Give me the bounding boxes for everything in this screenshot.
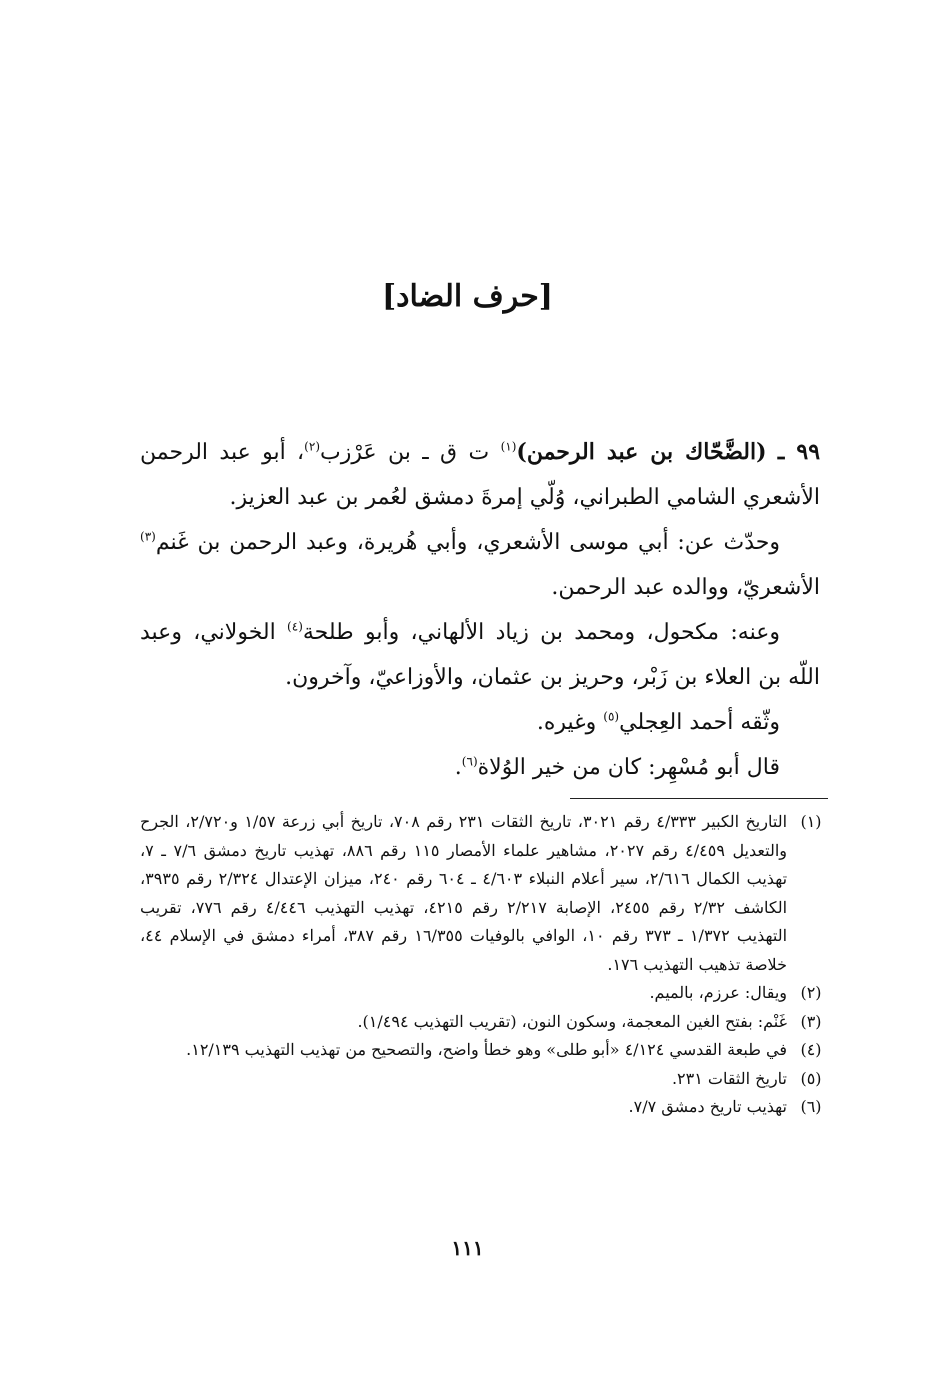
entry-grading xyxy=(140,700,820,745)
section-title: [حرف الضاد] xyxy=(381,279,554,314)
footnote-text: ويقال: عرزم، بالميم. xyxy=(649,983,787,1002)
footnote-ref-1[interactable]: (١) xyxy=(500,439,517,454)
grading-text: وثّقه أحمد العِجلي xyxy=(619,710,780,735)
entry-teachers xyxy=(140,520,820,610)
entry-number: ٩٩ ـ xyxy=(777,439,821,465)
entry-intro xyxy=(140,430,820,520)
footnote-5 xyxy=(140,1065,835,1094)
footnote-text: تهذيب تاريخ دمشق ٧/٧. xyxy=(628,1097,787,1116)
page-number: ١١١ xyxy=(451,1236,484,1260)
footnote-number: (٦) xyxy=(800,1097,822,1116)
footnote-number: (١) xyxy=(800,812,822,831)
footnote-ref-4[interactable]: (٤) xyxy=(287,619,303,634)
footnote-2 xyxy=(140,979,835,1008)
biography-entry xyxy=(140,430,820,790)
footnote-number: (٤) xyxy=(800,1040,822,1059)
footnote-text: غَنْم: بفتح الغين المعجمة، وسكون النون، (تقريب التهذيب ١/٤٩٤). xyxy=(357,1011,787,1031)
footnotes xyxy=(140,808,835,1122)
teachers-text-end: الأشعريّ، ووالده عبد الرحمن. xyxy=(551,575,820,600)
footnote-number: (٣) xyxy=(800,1011,822,1031)
footnote-number: (٥) xyxy=(800,1068,822,1088)
footnote-6 xyxy=(140,1093,835,1122)
quote-text-end: . xyxy=(454,755,462,780)
footnote-ref-3[interactable]: (٣) xyxy=(140,529,156,544)
entry-quote xyxy=(140,745,820,790)
footnote-number: (٢) xyxy=(800,983,822,1002)
grading-text-end: وغيره. xyxy=(536,710,604,735)
footnote-3 xyxy=(140,1008,835,1037)
footnote-1 xyxy=(140,808,835,979)
footnote-ref-6[interactable]: (٦) xyxy=(461,754,478,769)
footnote-divider xyxy=(570,798,828,799)
footnote-ref-2[interactable]: (٢) xyxy=(304,439,320,454)
teachers-text: وحدّث عن: أبي موسى الأشعري، وأبي هُريرة، وعبد الرحمن بن غَنم xyxy=(155,530,780,555)
footnote-text: في طبعة القدسي ٤/١٢٤ «أبو طلى» وهو خطأ واضح، والتصحيح من تهذيب التهذيب ١٢/١٣٩. xyxy=(186,1040,787,1059)
footnote-text: التاريخ الكبير ٤/٣٣٣ رقم ٣٠٢١، تاريخ الثقات ٢٣١ رقم ٧٠٨، تاريخ أبي زرعة ١/٥٧ و٢/٧٢٠، الجرح والتعديل ٤/٤٥٩ رقم ٢٠٢٧، مشاهير علماء الأمصار ١١٥ رقم ٨٨٦، تهذيب تاريخ دمشق ٧/٦ ـ ٧، تهذيب الكمال ٢/٦١٦، سير أعلام النبلاء ٤/٦٠٣ ـ ٦٠٤ رقم ٢٤٠، ميزان الإعتدال ٢/٣٢٤ رقم ٣٩٣٥، الكاشف ٢/٣٢ رقم ٢٤٥٥، الإصابة ٢/٢١٧ رقم ٤٢١٥، تهذيب التهذيب ٤/٤٤٦ رقم ٧٧٦، تقريب التهذيب ١/٣٧٢ ـ ٣٧٣ رقم ١٠، الوافي بالوفيات ١٦/٣٥٥ رقم ٣٨٧، أمراء دمشق في الإسلام ٤٤، خلاصة تذهيب التهذيب ١٧٦. xyxy=(140,812,788,974)
footnote-4 xyxy=(140,1036,835,1065)
entry-sigla: ت ق ـ بن عَرْزب xyxy=(320,440,490,465)
entry-students xyxy=(140,610,820,700)
students-text-end: الخولاني، وعبد اللّه بن العلاء بن زَبْر، وحريز بن عثمان، والأوزاعيّ، وآخرون. xyxy=(140,620,820,690)
entry-intro-rest: ، أبو عبد الرحمن الأشعري الشامي الطبراني، وُلّي إمرةَ دمشق لعُمر بن عبد العزيز. xyxy=(140,440,820,510)
footnote-text: تاريخ الثقات ٢٣١. xyxy=(671,1068,787,1088)
quote-text: قال أبو مُسْهِر: كان من خير الوُلاة xyxy=(477,755,780,780)
entry-name: (الضَّحّاك بن عبد الرحمن) xyxy=(516,439,767,465)
footnote-ref-5[interactable]: (٥) xyxy=(603,709,620,724)
students-text: وعنه: مكحول، ومحمد بن زياد الألهاني، وأبو طلحة xyxy=(302,620,780,645)
